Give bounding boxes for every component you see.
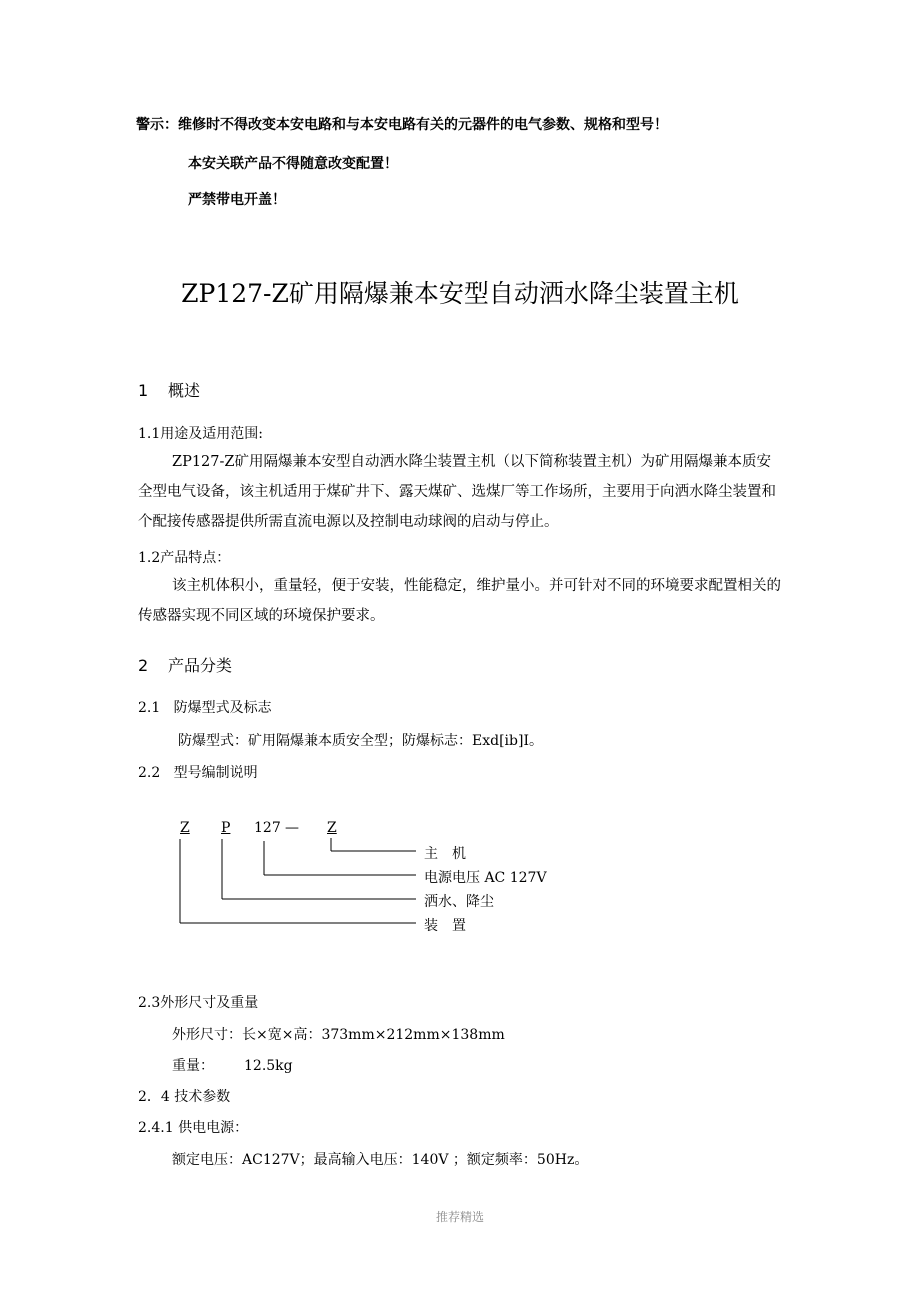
model-desc-device: 装 置 <box>424 918 466 934</box>
s1-2-label: 1.2产品特点： <box>138 550 231 566</box>
s2-3-label: 2.3外形尺寸及重量 <box>138 995 259 1011</box>
model-char-127: 127 <box>254 820 281 836</box>
model-char-p: P <box>221 820 231 836</box>
warning-line-2: 本安关联产品不得随意改变配置！ <box>188 156 398 172</box>
model-char-z-suffix: Z <box>327 820 337 836</box>
model-char-dash: — <box>285 820 299 836</box>
section-2-title: 产品分类 <box>168 656 233 675</box>
model-desc-host: 主 机 <box>424 846 466 862</box>
section-1-number: 1 <box>138 381 149 400</box>
document-title: ZP127-Z矿用隔爆兼本安型自动洒水降尘装置主机 <box>181 279 739 308</box>
s2-3-dimensions: 外形尺寸：长×宽×高：373mm×212mm×138mm <box>172 1027 505 1043</box>
s1-2-paragraph: 该主机体积小，重量轻，便于安装，性能稳定，维护量小。并可针对不同的环境要求配置相关的传感器实现不同区域的环境保护要求。 <box>138 578 781 624</box>
warning-line-3: 严禁带电开盖！ <box>188 192 286 208</box>
s2-2-label: 2.2 型号编制说明 <box>138 765 258 781</box>
weight-label: 重量： <box>172 1058 214 1074</box>
s2-3-weight <box>172 1055 293 1075</box>
s2-4-label: 2．4 技术参数 <box>138 1089 231 1105</box>
s2-4-1-label: 2.4.1 供电电源： <box>138 1120 249 1136</box>
model-desc-spray: 洒水、降尘 <box>424 894 494 910</box>
model-char-z: Z <box>180 820 190 836</box>
s2-1-label: 2.1 防爆型式及标志 <box>138 700 272 716</box>
weight-value: 12.5kg <box>244 1058 293 1074</box>
section-1-title: 概述 <box>168 381 201 400</box>
section-2-number: 2 <box>138 656 149 675</box>
s1-1-label: 1.1用途及适用范围: <box>138 426 263 442</box>
page-footer: 推荐精选 <box>435 1210 484 1224</box>
warning-line-1: 警示：维修时不得改变本安电路和与本安电路有关的元器件的电气参数、规格和型号！ <box>136 117 668 133</box>
s2-4-1-text: 额定电压：AC127V；最高输入电压：140V ；额定频率：50Hz。 <box>172 1152 589 1168</box>
s1-1-paragraph: ZP127-Z矿用隔爆兼本安型自动洒水降尘装置主机（以下简称装置主机）为矿用隔爆兼本质安全型电气设备，该主机适用于煤矿井下、露天煤矿、选煤厂等工作场所，主要用于向洒水降尘装置和个配接传感器提供所需直流电源以及控制电动球阀的启动与停止。 <box>138 454 776 530</box>
s2-1-text: 防爆型式：矿用隔爆兼本质安全型；防爆标志：Exd[ib]I。 <box>178 733 543 749</box>
model-desc-voltage: 电源电压 AC 127V <box>424 870 547 886</box>
